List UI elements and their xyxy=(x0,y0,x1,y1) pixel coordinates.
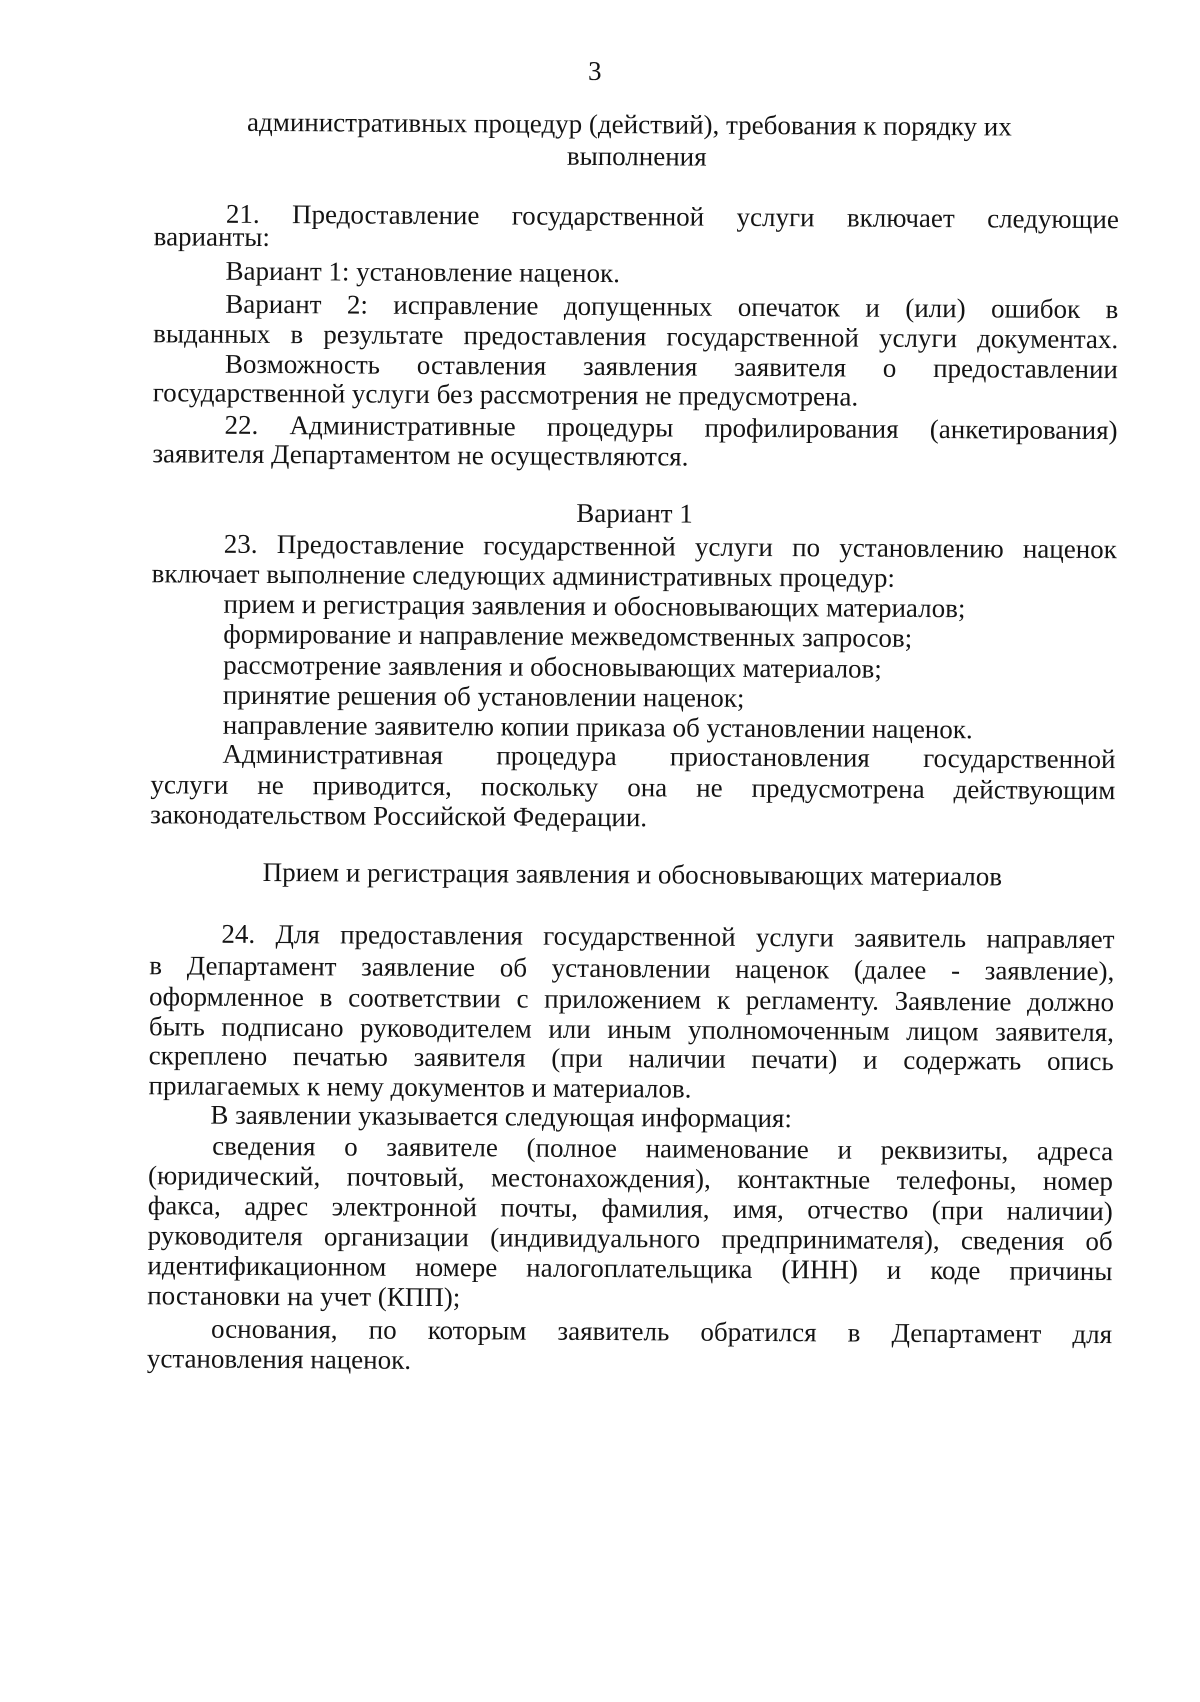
paragraph-22-line-1: 22. Административные процедуры профилирования (анкетирования) xyxy=(224,409,1118,446)
info-intro: В заявлении указывается следующая информация: xyxy=(210,1099,793,1134)
paragraph-24-line-3: оформленное в соответствии с приложением к регламенту. Заявление должно xyxy=(149,981,1115,1018)
procedure-item-5: направление заявителю копии приказа об установлении наценок. xyxy=(222,709,973,745)
applicant-info-line-4: руководителя организации (индивидуального предпринимателя), сведения об xyxy=(147,1220,1113,1257)
procedure-item-4: принятие решения об установлении наценок; xyxy=(222,679,745,713)
applicant-info-line-2: (юридический, почтовый, местонахождения), контактные телефоны, номер xyxy=(147,1160,1114,1197)
possibility-line-2: государственной услуги без рассмотрения не предусмотрена. xyxy=(152,377,859,412)
applicant-info-line-3: факса, адрес электронной почты, фамилия, имя, отчество (при наличии) xyxy=(147,1190,1113,1227)
applicant-info-line-1: сведения о заявителе (полное наименование и реквизиты, адреса xyxy=(212,1130,1114,1167)
variant-1-heading: Вариант 1 xyxy=(576,497,693,529)
section-title-line-2: выполнения xyxy=(566,140,707,172)
paragraph-24-line-1: 24. Для предоставления государственной услуги заявитель направляет xyxy=(221,918,1115,955)
paragraph-24-line-5: скреплено печатью заявителя (при наличии печати) и содержать опись xyxy=(148,1040,1114,1077)
paragraph-22-line-2: заявителя Департаментом не осуществляются. xyxy=(152,438,689,472)
grounds-line-1: основания, по которым заявитель обратился в Департамент для xyxy=(210,1313,1113,1350)
procedure-item-3: рассмотрение заявления и обосновывающих материалов; xyxy=(223,649,882,684)
variant-1-item: Вариант 1: установление наценок. xyxy=(225,255,621,289)
suspension-line-3: законодательством Российской Федерации. xyxy=(150,799,648,833)
variant-2-item-line-2: выданных в результате предоставления государственной услуги документах. xyxy=(153,318,1119,355)
paragraph-23-line-1: 23. Предоставление государственной услуги по установлению наценок xyxy=(223,528,1117,565)
subsection-heading: Прием и регистрация заявления и обосновывающих материалов xyxy=(262,856,1003,892)
section-title-line-1: административных процедур (действий), требования к порядку их xyxy=(246,106,1012,142)
grounds-line-2: установления наценок. xyxy=(146,1343,412,1375)
paragraph-24-line-4: быть подписано руководителем или иным уполномоченным лицом заявителя, xyxy=(148,1011,1114,1048)
paragraph-21-line-1: 21. Предоставление государственной услуги включает следующие xyxy=(225,198,1119,235)
procedure-item-2: формирование и направление межведомственных запросов; xyxy=(223,618,913,653)
variant-2-item-line-1: Вариант 2: исправление допущенных опечаток и (или) ошибок в xyxy=(225,288,1119,325)
paragraph-24-line-2: в Департамент заявление об установлении наценок (далее - заявление), xyxy=(149,950,1115,987)
procedure-item-1: прием и регистрация заявления и обосновывающих материалов; xyxy=(223,588,966,624)
applicant-info-line-6: постановки на учет (КПП); xyxy=(147,1280,461,1313)
suspension-line-1: Административная процедура приостановления государственной xyxy=(222,738,1116,775)
paragraph-24-line-6: прилагаемых к нему документов и материалов. xyxy=(148,1070,692,1104)
paragraph-23-line-2: включает выполнение следующих административных процедур: xyxy=(151,558,896,593)
page-number: 3 xyxy=(587,55,602,86)
possibility-line-1: Возможность оставления заявления заявителя о предоставлении xyxy=(224,348,1119,385)
applicant-info-line-5: идентификационном номере налогоплательщика (ИНН) и коде причины xyxy=(147,1250,1113,1287)
suspension-line-2: услуги не приводится, поскольку она не предусмотрена действующим xyxy=(150,769,1116,806)
paragraph-21-line-2: варианты: xyxy=(153,221,271,252)
